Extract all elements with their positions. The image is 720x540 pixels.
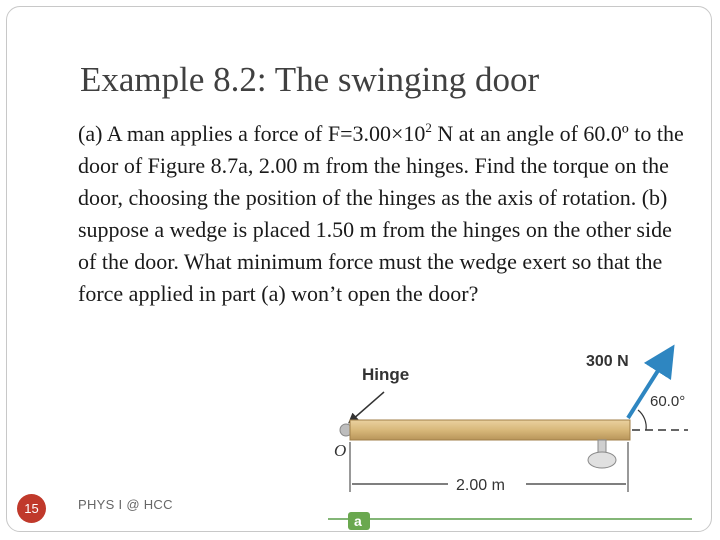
angle-arc <box>638 410 646 430</box>
exponent: 2 <box>425 120 432 135</box>
footer-text: PHYS I @ HCC <box>78 497 173 512</box>
force-label: 300 N <box>586 353 629 370</box>
door-figure <box>328 342 720 540</box>
door-handle-knob <box>588 452 616 468</box>
problem-text <box>78 118 688 310</box>
hinge-pointer <box>352 392 384 420</box>
slide-number-badge: 15 <box>17 494 46 523</box>
angle-label: 60.0° <box>650 393 686 410</box>
problem-text-part2: N at an angle of 60.0º to the door of Figure 8.7a, 2.00 m from the hinges. Find the torque on the door, choosing the position of the hinges as the axis of rotation. (b) suppose a wedge is placed 1.50 m from the hinges on the other side of the door. What minimum force must the wedge exert so that the force applied in part (a) won’t open the door? <box>78 121 684 306</box>
origin-label: O <box>334 441 347 460</box>
panel-label: a <box>354 513 362 529</box>
hinge-label: Hinge <box>362 365 410 384</box>
problem-text-part1: (a) A man applies a force of F=3.00×10 <box>78 121 426 146</box>
slide-title: Example 8.2: The swinging door <box>80 60 540 99</box>
door <box>350 420 630 440</box>
distance-label: 2.00 m <box>456 477 505 494</box>
